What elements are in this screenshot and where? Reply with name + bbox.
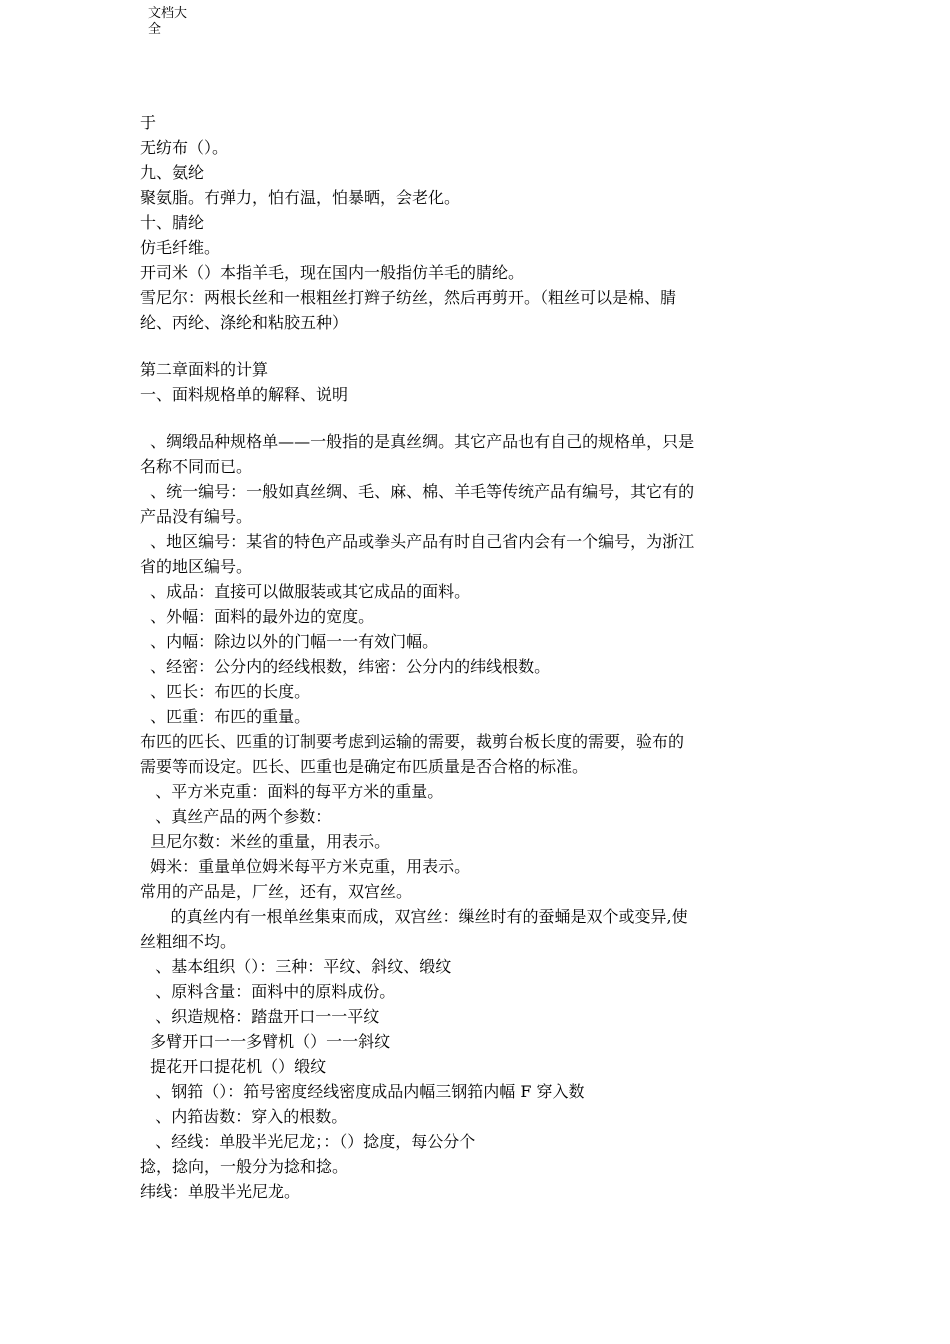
text-line: 开司米（）本指羊毛，现在国内一般指仿羊毛的腈纶。 <box>140 263 525 282</box>
text-line: 仿毛纤维。 <box>140 238 221 257</box>
text-line: 、内筘齿数：穿入的根数。 <box>140 1107 348 1126</box>
section-heading: 十、腈纶 <box>140 213 205 232</box>
text-line: 纬线：单股半光尼龙。 <box>140 1182 301 1201</box>
text-line: 常用的产品是，厂丝，还有，双宫丝。 <box>140 882 413 901</box>
text-line: 丝粗细不均。 <box>140 932 237 951</box>
section-heading: 九、氨纶 <box>140 163 205 182</box>
text-line: 、基本组织（）：三种：平纹、斜纹、缎纹 <box>140 957 452 976</box>
text-line: 、内幅：除边以外的门幅一一有效门幅。 <box>140 632 439 651</box>
text-line: 旦尼尔数：米丝的重量，用表示。 <box>140 832 391 851</box>
text-line: 的真丝内有一根单丝集束而成，双宫丝：缫丝时有的蚕蛹是双个或变异,使 <box>140 907 688 926</box>
text-line: 、钢筘（）：筘号密度经线密度成品内幅三钢筘内幅 F 穿入数 <box>140 1082 585 1101</box>
text-line: 提花开口提花机（）缎纹 <box>140 1057 327 1076</box>
text-line: 布匹的匹长、匹重的订制要考虑到运输的需要，裁剪台板长度的需要，验布的 <box>140 732 685 751</box>
section-heading: 一、面料规格单的解释、说明 <box>140 385 349 404</box>
text-line: 于 <box>140 113 157 132</box>
text-line: 、匹长：布匹的长度。 <box>140 682 311 701</box>
text-line: 多臂开口一一多臂机（）一一斜纹 <box>140 1032 391 1051</box>
text-line: 省的地区编号。 <box>140 557 253 576</box>
header-line-2: 全 <box>148 22 162 37</box>
text-line: 姆米：重量单位姆米每平方米克重，用表示。 <box>140 857 471 876</box>
text-line: 雪尼尔：两根长丝和一根粗丝打辫子纺丝，然后再剪开。（粗丝可以是棉、腈 <box>140 288 677 307</box>
text-line: 、绸缎品种规格单——一般指的是真丝绸。其它产品也有自己的规格单，只是 <box>140 432 695 451</box>
text-line: 、地区编号：某省的特色产品或拳头产品有时自己省内会有一个编号，为浙江 <box>140 532 695 551</box>
text-line: 捻，捻向，一般分为捻和捻。 <box>140 1157 349 1176</box>
text-line: 聚氨脂。冇弹力，怕冇温，怕暴晒，会老化。 <box>140 188 461 207</box>
header-line-1: 文档大 <box>148 6 188 21</box>
document-source-label <box>148 6 208 38</box>
text-line: 、成品：直接可以做服装或其它成品的面料。 <box>140 582 471 601</box>
document-body <box>140 110 810 1204</box>
text-line: 无纺布（）。 <box>140 138 229 157</box>
text-line: 、织造规格：踏盘开口一一平纹 <box>140 1007 380 1026</box>
text-line: 、统一编号：一般如真丝绸、毛、麻、棉、羊毛等传统产品有编号，其它有的 <box>140 482 695 501</box>
text-line: 纶、丙纶、涤纶和粘胶五种） <box>140 313 349 332</box>
text-line: 、真丝产品的两个参数： <box>140 807 332 826</box>
text-line: 、外幅：面料的最外边的宽度。 <box>140 607 375 626</box>
text-line: 、匹重：布匹的重量。 <box>140 707 311 726</box>
text-line: 、经密：公分内的经线根数，纬密：公分内的纬线根数。 <box>140 657 551 676</box>
text-line: 名称不同而已。 <box>140 457 253 476</box>
spacer <box>140 407 810 429</box>
chapter-title: 第二章面料的计算 <box>140 360 269 379</box>
text-line: 产品没有编号。 <box>140 507 253 526</box>
text-line: 需要等而设定。匹长、匹重也是确定布匹质量是否合格的标准。 <box>140 757 589 776</box>
text-line: 、平方米克重：面料的每平方米的重量。 <box>140 782 444 801</box>
spacer <box>140 335 810 357</box>
text-line: 、原料含量：面料中的原料成份。 <box>140 982 396 1001</box>
text-line: 、经线：单股半光尼龙；：（）捻度，每公分个 <box>140 1132 476 1151</box>
